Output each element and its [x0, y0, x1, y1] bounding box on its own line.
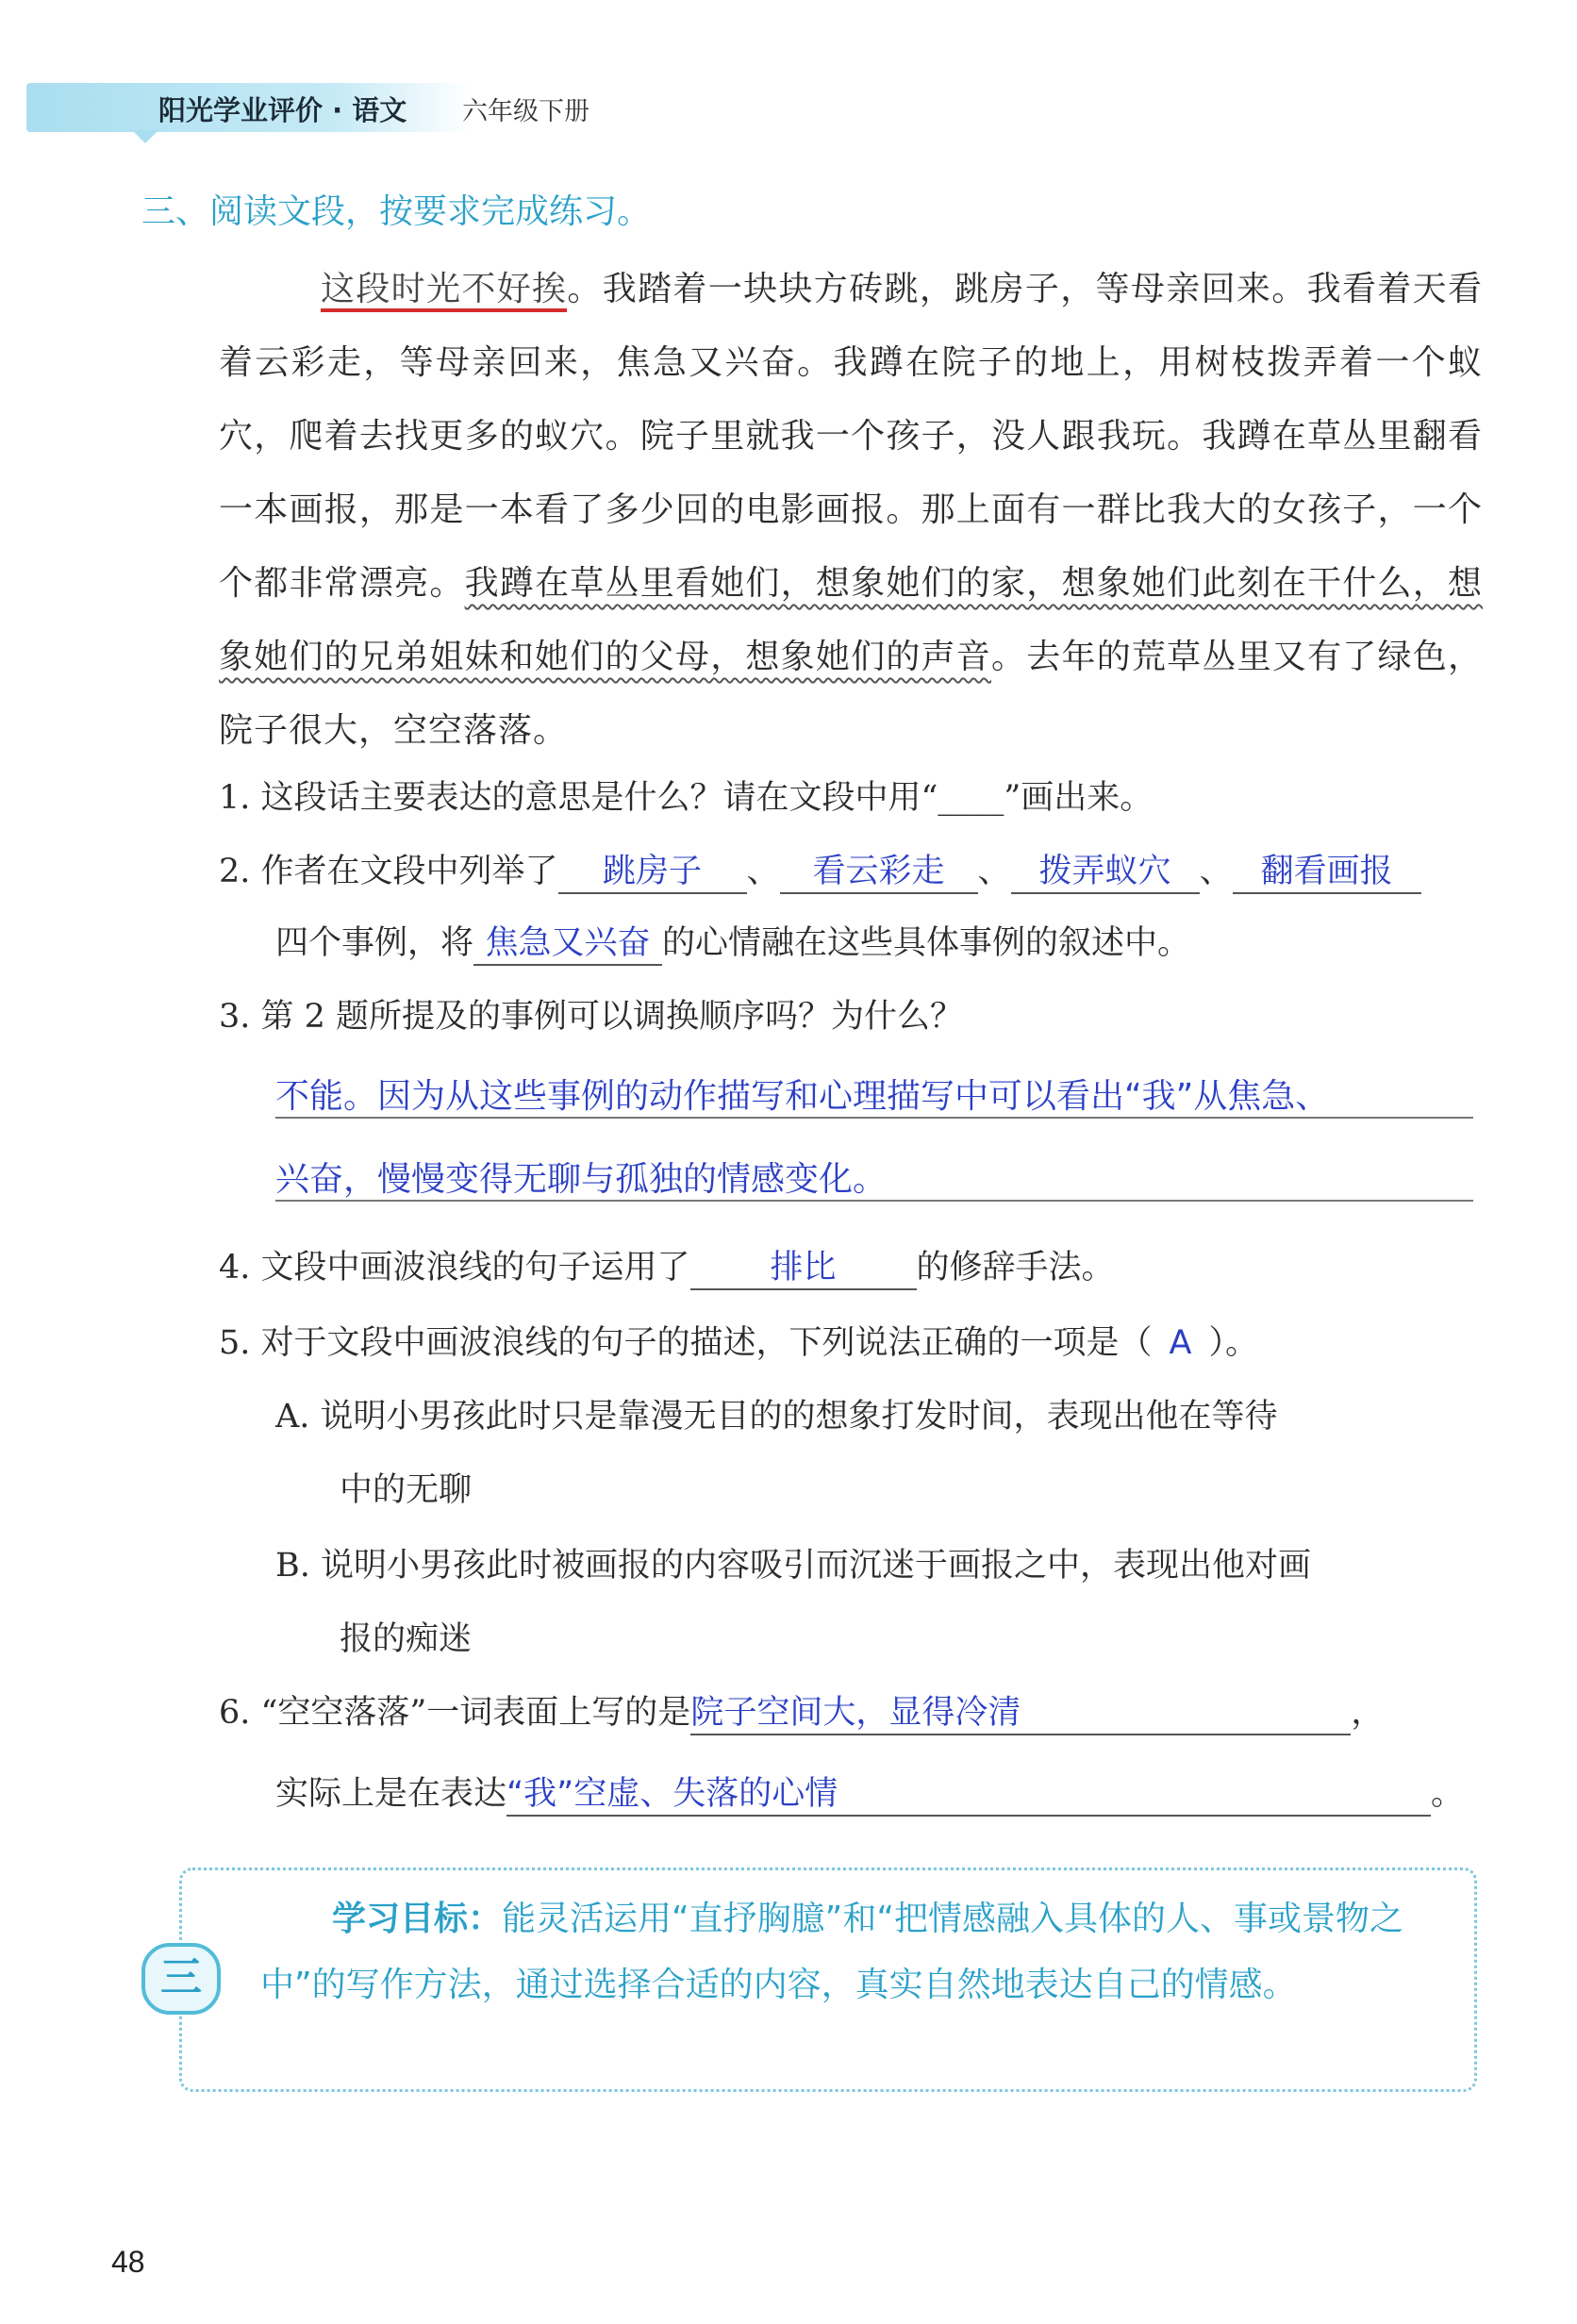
page-number: 48	[111, 2245, 145, 2279]
period: 。	[1431, 1775, 1465, 1813]
learning-goal-label: 学习目标：	[332, 1900, 503, 1938]
question-4-suffix: 的修辞手法。	[916, 1249, 1115, 1286]
option-a-line-2: 中的无聊	[340, 1471, 473, 1509]
answer-blank-q4[interactable]: 排比	[690, 1241, 917, 1290]
answer-blank-q6-1[interactable]: 院子空间大，显得冷清	[690, 1686, 1351, 1735]
answer-line-q3-1[interactable]: 不能。因为从这些事例的动作描写和心理描写中可以看出“我”从焦急、	[275, 1070, 1473, 1119]
header-notch-decoration	[132, 130, 158, 143]
answer-blank-q6-2[interactable]: “我”空虚、失落的心情	[506, 1768, 1431, 1817]
passage-paragraph	[219, 253, 1483, 768]
option-b-line-2: 报的痴迷	[340, 1620, 473, 1658]
answer-blank-q2-5[interactable]: 焦急又兴奋	[473, 917, 662, 966]
passage-text-1: 。我踏着一块块方砖跳，跳房子，等母亲回来。我看着天看着云彩走，等母亲回来，焦急又兴奋。我蹲在院子的地上，用树枝拨弄着一个蚁穴，爬着去找更多的蚁穴。院子里就我一个孩子，没人跟我玩。我蹲在草丛里翻看一本画报，那是一本看了多少回的电影画报。那上面有一群比我大的女孩子，一个个都非常漂亮。	[219, 270, 1483, 603]
question-4	[219, 1241, 1115, 1290]
book-title: 阳光学业评价 · 语文	[158, 94, 407, 126]
reading-passage	[219, 253, 1483, 768]
learning-goal-body: 能灵活运用“直抒胸臆”和“把情感融入具体的人、事或景物之中”的写作方法，通过选择合适的内容，真实自然地表达自己的情感。	[260, 1900, 1403, 2004]
question-4-prefix: 4. 文段中画波浪线的句子运用了	[219, 1249, 690, 1286]
question-2-line2-prefix: 四个事例，将	[275, 924, 474, 962]
separator: 、	[977, 853, 1011, 890]
question-5	[219, 1317, 1258, 1364]
answer-choice-q5[interactable]: A	[1169, 1324, 1192, 1362]
option-a-line-1: A. 说明小男孩此时只是靠漫无目的的想象打发时间，表现出他在等待	[275, 1398, 1278, 1436]
question-5-prefix: 5. 对于文段中画波浪线的句子的描述，下列说法正确的一项是（	[219, 1324, 1153, 1362]
question-5-suffix: ）。	[1208, 1324, 1259, 1362]
question-2-line2-suffix: 的心情融在这些具体事例的叙述中。	[662, 924, 1191, 962]
wavy-underlined-sentence: 我蹲在草丛里看她们，想象她们的家，想象她们此刻在干什么，想象她们的兄弟姐妹和她们的父母，想象她们的声音	[219, 564, 1483, 676]
learning-goal-text	[260, 1886, 1439, 2018]
question-6-line-1	[219, 1686, 1384, 1735]
section-three-icon: 三	[141, 1943, 221, 2015]
question-3: 3. 第 2 题所提及的事例可以调换顺序吗？为什么？	[219, 998, 964, 1036]
red-underlined-phrase: 这段时光不好挨	[321, 270, 567, 312]
question-1: 1. 这段话主要表达的意思是什么？请在文段中用“____”画出来。	[219, 779, 1154, 817]
question-2-prefix: 2. 作者在文段中列举了	[219, 853, 558, 890]
question-6-line-2	[275, 1768, 1464, 1817]
question-2-line-2	[275, 917, 1190, 966]
separator: 、	[1199, 853, 1233, 890]
answer-blank-q2-4[interactable]: 翻看画报	[1233, 845, 1421, 894]
grade-label: 六年级下册	[462, 97, 589, 126]
option-b-line-1: B. 说明小男孩此时被画报的内容吸引而沉迷于画报之中，表现出他对画	[275, 1547, 1311, 1585]
answer-blank-q2-2[interactable]: 看云彩走	[780, 845, 978, 894]
question-6-line2-prefix: 实际上是在表达	[275, 1775, 507, 1813]
section-title: 三、阅读文段，按要求完成练习。	[141, 192, 652, 231]
question-2-line-1	[219, 845, 1421, 894]
question-6-prefix: 6. “空空落落”一词表面上写的是	[219, 1694, 691, 1732]
answer-blank-q2-3[interactable]: 拨弄蚁穴	[1011, 845, 1200, 894]
answer-blank-q2-1[interactable]: 跳房子	[558, 845, 747, 894]
passage-text-2: 。去年的荒草丛里又有了绿色，院子很大，空空落落。	[219, 638, 1483, 750]
answer-line-q3-2[interactable]: 兴奋，慢慢变得无聊与孤独的情感变化。	[275, 1153, 1473, 1202]
comma: ，	[1351, 1694, 1385, 1732]
separator: 、	[746, 853, 780, 890]
